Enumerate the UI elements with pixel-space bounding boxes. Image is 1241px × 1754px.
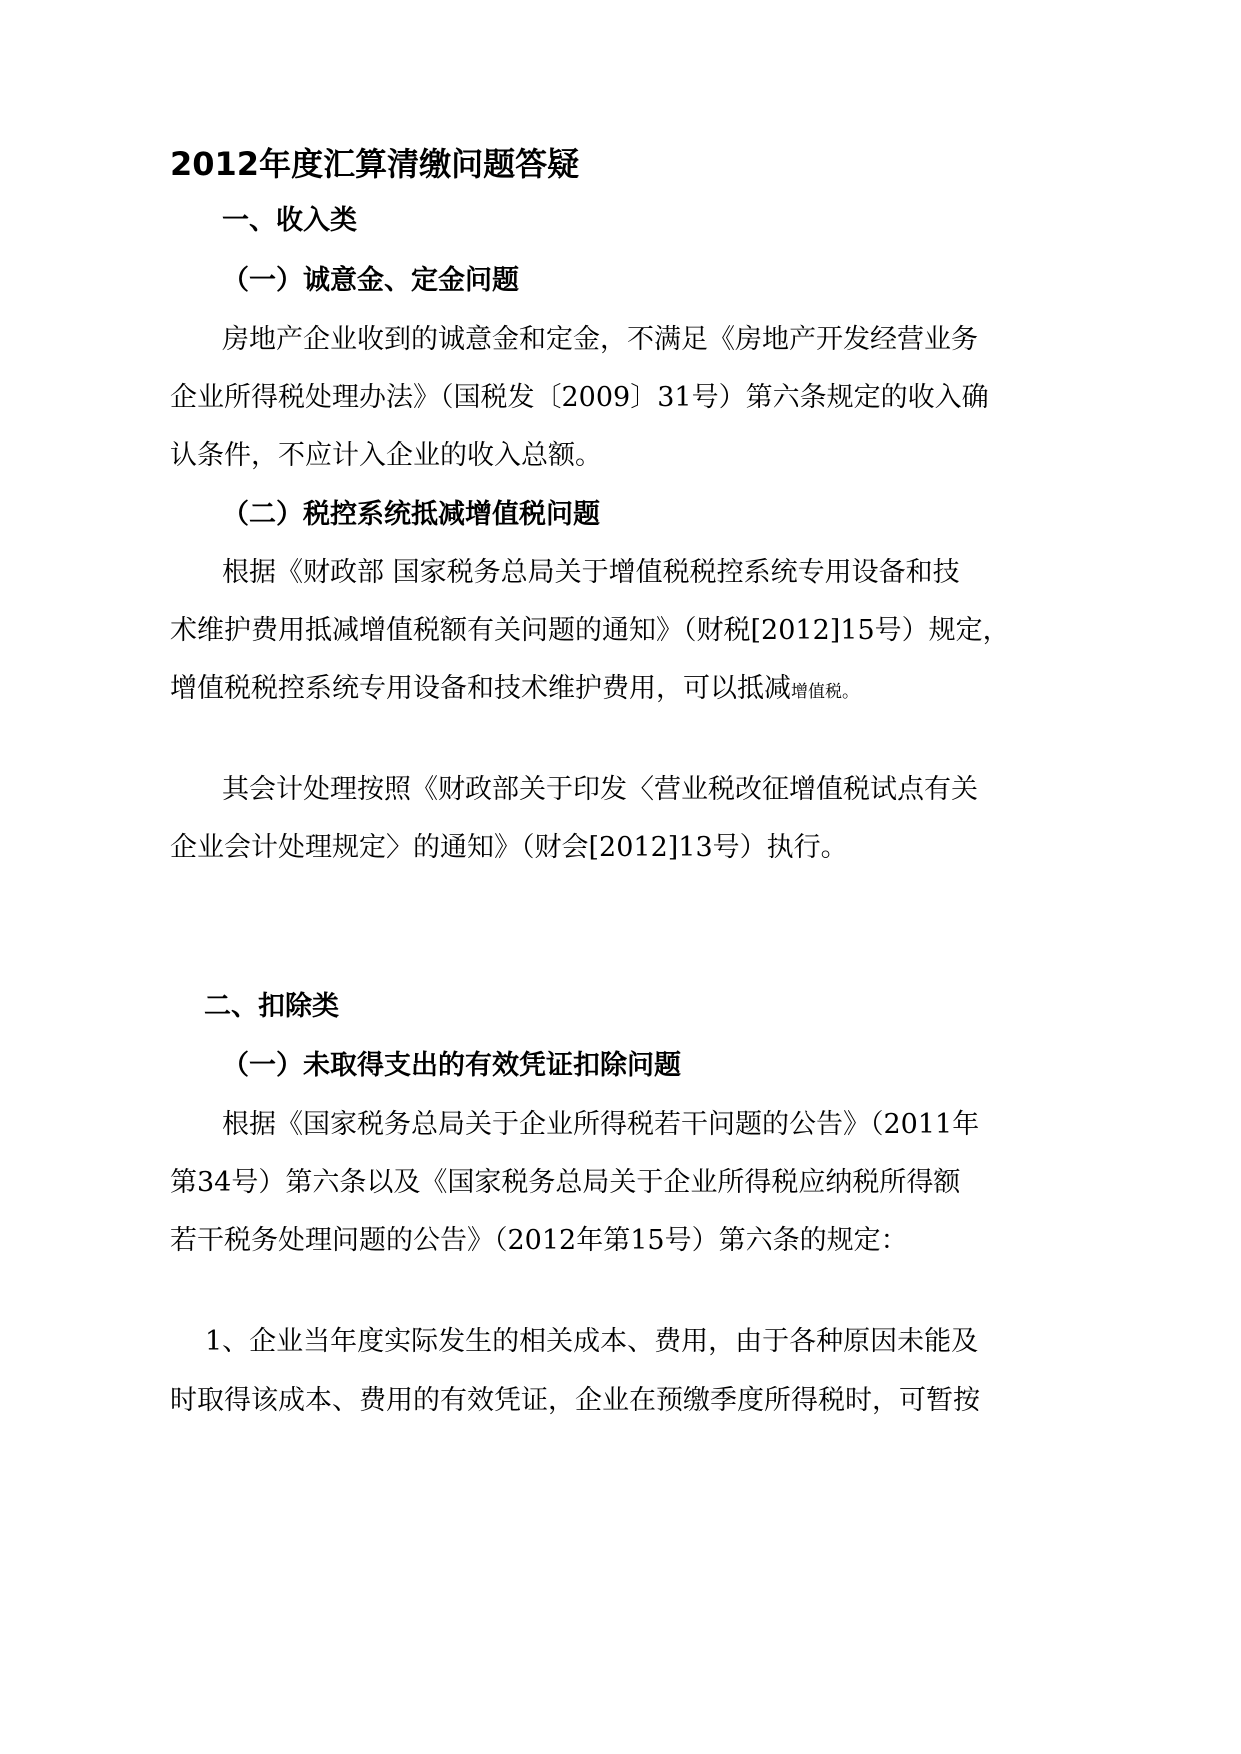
section-heading-deduction: 二、扣除类 xyxy=(204,991,339,1022)
subsection-heading-tax-control: （二）税控系统抵减增值税问题 xyxy=(222,499,600,530)
paragraph-line: 企业会计处理规定〉的通知》（财会[2012]13号）执行。 xyxy=(170,832,848,863)
paragraph-line-text: 增值税税控系统专用设备和技术维护费用，可以抵减 xyxy=(170,673,791,704)
small-tail-text: 增值税。 xyxy=(791,682,859,702)
paragraph-line: 其会计处理按照《财政部关于印发〈营业税改征增值税试点有关 xyxy=(222,774,978,805)
paragraph-line: 术维护费用抵减增值税额有关问题的通知》（财税[2012]15号）规定， xyxy=(170,615,1010,646)
subsection-heading-voucher: （一）未取得支出的有效凭证扣除问题 xyxy=(222,1050,681,1081)
list-item-line: 1、企业当年度实际发生的相关成本、费用，由于各种原因未能及 xyxy=(205,1326,979,1357)
paragraph-line: 房地产企业收到的诚意金和定金，不满足《房地产开发经营业务 xyxy=(222,324,978,355)
paragraph-line: 若干税务处理问题的公告》（2012年第15号）第六条的规定： xyxy=(170,1225,908,1256)
paragraph-line xyxy=(170,671,859,710)
paragraph-line: 认条件，不应计入企业的收入总额。 xyxy=(170,440,602,471)
paragraph-line: 第34号）第六条以及《国家税务总局关于企业所得税应纳税所得额 xyxy=(170,1167,961,1198)
section-heading-income: 一、收入类 xyxy=(222,205,357,236)
list-item-line: 时取得该成本、费用的有效凭证，企业在预缴季度所得税时，可暂按 xyxy=(170,1385,980,1416)
paragraph-line: 企业所得税处理办法》（国税发〔2009〕31号）第六条规定的收入确 xyxy=(170,382,989,413)
document-title: 2012年度汇算清缴问题答疑 xyxy=(170,145,580,183)
subsection-heading-deposit: （一）诚意金、定金问题 xyxy=(222,265,519,296)
paragraph-line: 根据《财政部 国家税务总局关于增值税税控系统专用设备和技 xyxy=(222,557,960,588)
paragraph-line: 根据《国家税务总局关于企业所得税若干问题的公告》（2011年 xyxy=(222,1109,980,1140)
